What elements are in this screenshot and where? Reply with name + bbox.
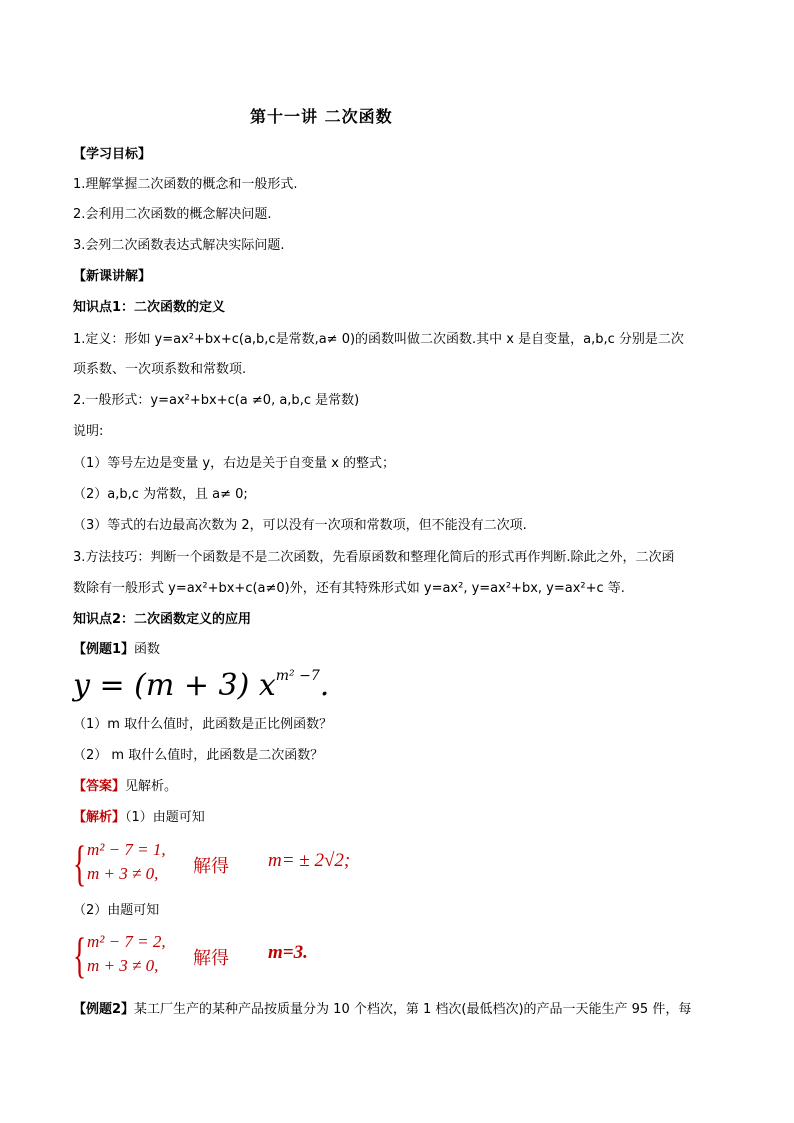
section-learning-goals: 【学习目标】 — [73, 147, 152, 162]
system-1-result: m= ± 2√2; — [268, 850, 351, 871]
page-title: 第十一讲 二次函数 — [250, 107, 393, 126]
equation-system-2 — [73, 927, 373, 983]
example-1-header — [73, 641, 160, 659]
example-1-text: 函数 — [134, 642, 161, 657]
solve-label-2: 解得 — [193, 948, 229, 969]
solution-tag: 【解析】 — [73, 810, 126, 825]
method-line-2: 数除有一般形式 y=ax²+bx+c(a≠0)外，还有其特殊形式如 y=ax², y=ax²+bx, y=ax²+c 等. — [73, 581, 625, 596]
formula-exponent: m² −7 — [275, 668, 320, 684]
system-1-row-1: m² − 7 = 1, — [87, 840, 166, 859]
question-1: （1）m 取什么值时，此函数是正比例函数？ — [73, 717, 333, 732]
method-line-1: 3.方法技巧：判断一个函数是不是二次函数，先看原函数和整理化简后的形式再作判断.除此之外，二次函 — [73, 550, 675, 565]
example-2-line — [73, 1001, 691, 1019]
section-new-lesson: 【新课讲解】 — [73, 269, 152, 284]
solve-label-1: 解得 — [193, 856, 229, 877]
equation-system-1 — [73, 835, 373, 891]
system-2-row-2: m + 3 ≠ 0, — [87, 956, 159, 975]
general-form: 2.一般形式：y=ax²+bx+c(a ≠0, a,b,c 是常数) — [73, 393, 360, 408]
knowledge-point-1: 知识点1：二次函数的定义 — [73, 300, 226, 315]
note-3: （3）等式的右边最高次数为 2，可以没有一次项和常数项，但不能没有二次项. — [73, 518, 527, 533]
formula-main: y = (m + 3) x — [73, 668, 276, 703]
example-1-formula — [73, 668, 329, 703]
note-1: （1）等号左边是变量 y，右边是关于自变量 x 的整式； — [73, 456, 396, 471]
definition-line-2: 项系数、一次项系数和常数项. — [73, 362, 247, 377]
note-2: （2）a,b,c 为常数，且 a≠ 0; — [73, 487, 248, 502]
answer-line — [73, 778, 177, 796]
answer-tag: 【答案】 — [73, 779, 126, 794]
system-2-row-1: m² − 7 = 2, — [87, 932, 166, 951]
solution-part-1: （1）由题可知 — [125, 810, 205, 825]
example-2-tag: 【例题2】 — [73, 1002, 135, 1017]
solution-part-2: （2）由题可知 — [73, 903, 160, 918]
note-label: 说明: — [73, 424, 104, 439]
goal-1: 1.理解掌握二次函数的概念和一般形式. — [73, 177, 298, 192]
definition-line-1: 1.定义：形如 y=ax²+bx+c(a,b,c是常数,a≠ 0)的函数叫做二次函数.其中 x 是自变量，a,b,c 分别是二次 — [73, 332, 684, 347]
brace: { — [73, 835, 87, 891]
solution-line — [73, 809, 205, 827]
system-1-row-2: m + 3 ≠ 0, — [87, 864, 159, 883]
example-1-tag: 【例题1】 — [73, 642, 135, 657]
example-2-text: 某工厂生产的某种产品按质量分为 10 个档次，第 1 档次(最低档次)的产品一天能生产 95 件，每 — [134, 1002, 692, 1017]
answer-text: 见解析。 — [125, 779, 178, 794]
formula-end: . — [319, 668, 330, 703]
brace: { — [73, 927, 87, 983]
goal-3: 3.会列二次函数表达式解决实际问题. — [73, 238, 285, 253]
goal-2: 2.会利用二次函数的概念解决问题. — [73, 207, 272, 222]
question-2: （2） m 取什么值时，此函数是二次函数？ — [73, 748, 324, 763]
knowledge-point-2: 知识点2：二次函数定义的应用 — [73, 612, 252, 627]
system-2-result: m=3. — [268, 942, 308, 963]
